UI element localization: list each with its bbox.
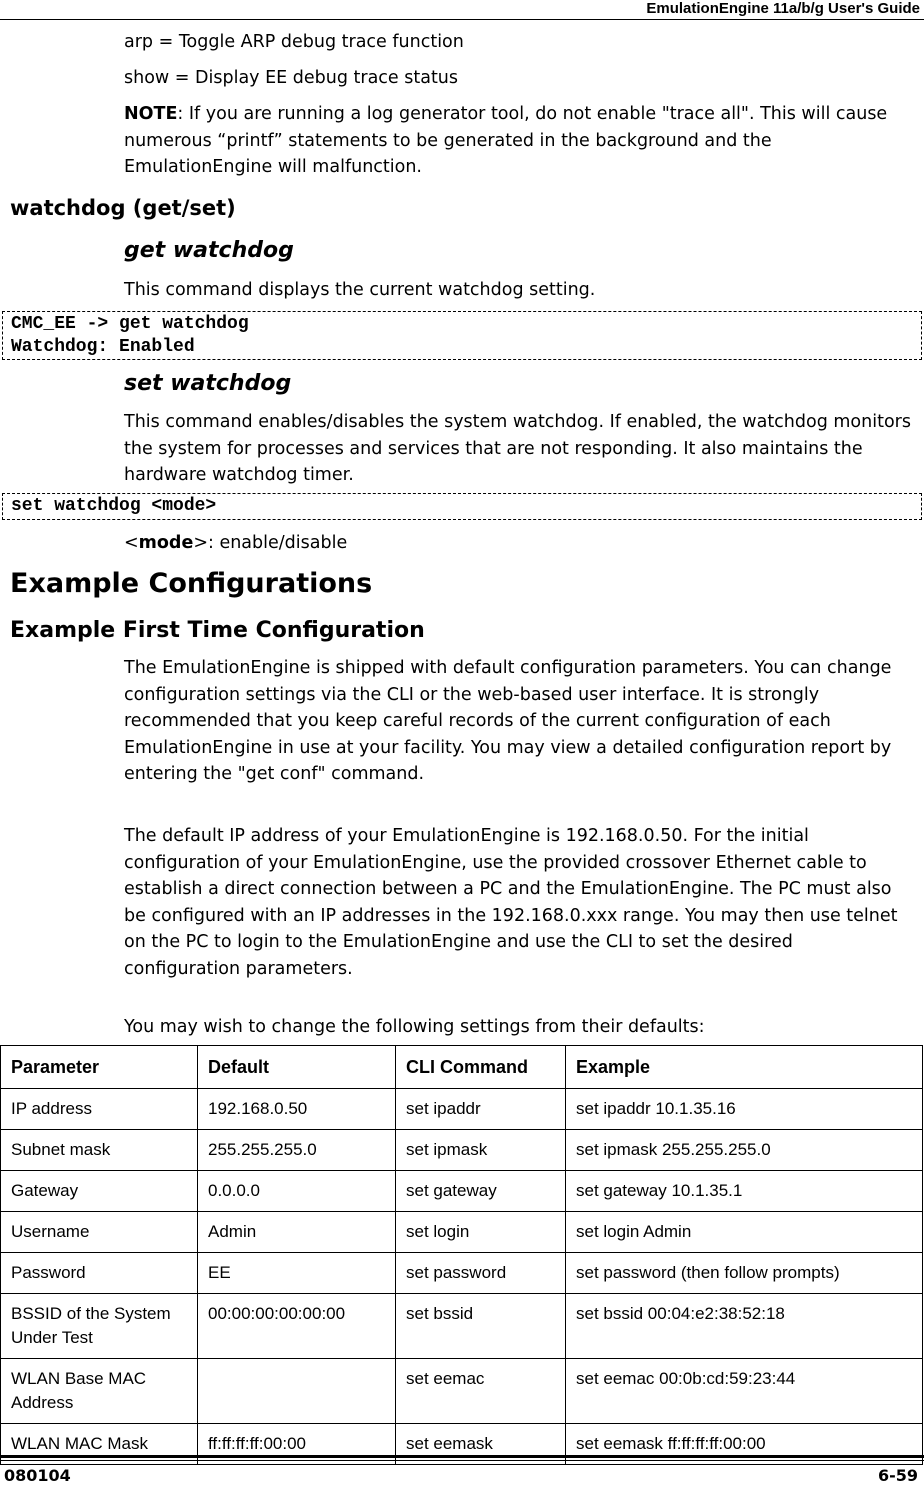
code-line: Watchdog: Enabled (11, 336, 195, 357)
table-cell: WLAN Base MAC Address (1, 1359, 198, 1424)
footer-rule-thin (0, 1460, 924, 1461)
table-cell: set ipmask 255.255.255.0 (566, 1130, 923, 1171)
table-cell: 255.255.255.0 (198, 1130, 396, 1171)
table-row (1, 1212, 923, 1253)
table-cell: 192.168.0.50 (198, 1089, 396, 1130)
table-row (1, 1359, 923, 1424)
table-cell: set gateway 10.1.35.1 (566, 1171, 923, 1212)
get-watchdog-heading: get watchdog (124, 238, 294, 263)
table-row (1, 1294, 923, 1359)
table-cell: IP address (1, 1089, 198, 1130)
table-cell: set eemac (396, 1359, 566, 1424)
table-cell: 00:00:00:00:00:00 (198, 1294, 396, 1359)
set-watchdog-desc: This command enables/disables the system watchdog. If enabled, the watchdog monitors the system for processes and services that are not responding. It also maintains the hardware watchdog timer. (124, 412, 911, 485)
column-header: Default (198, 1046, 396, 1089)
table-cell: set password (396, 1253, 566, 1294)
get-watchdog-desc: This command displays the current watchdog setting. (124, 280, 596, 300)
table-cell (198, 1359, 396, 1424)
table-cell: set ipaddr (396, 1089, 566, 1130)
example-configurations-heading: Example Configurations (10, 568, 373, 599)
table-cell: Password (1, 1253, 198, 1294)
config-paragraph-3: You may wish to change the following settings from their defaults: (124, 1017, 705, 1037)
table-cell: set eemask (396, 1424, 566, 1465)
table-cell: set ipaddr 10.1.35.16 (566, 1089, 923, 1130)
table-row (1, 1424, 923, 1465)
table-cell: set gateway (396, 1171, 566, 1212)
table-cell: set password (then follow prompts) (566, 1253, 923, 1294)
show-line: show = Display EE debug trace status (124, 68, 459, 88)
mode-text: >: enable/disable (193, 533, 348, 553)
config-paragraph-2: The default IP address of your EmulationEngine is 192.168.0.50. For the initial configuration of your EmulationEngine, use the provided crossover Ethernet cable to establish a direct connection between a PC and the EmulationEngine. The PC must also be configured with an IP addresses in the 192.168.0.xxx range. You may then use telnet on the PC to login to the EmulationEngine and use the CLI to set the desired configuration parameters. (124, 826, 898, 979)
table-cell: set bssid 00:04:e2:38:52:18 (566, 1294, 923, 1359)
table-cell: BSSID of the System Under Test (1, 1294, 198, 1359)
mode-description (124, 530, 914, 557)
table-cell: 0.0.0.0 (198, 1171, 396, 1212)
set-watchdog-code: set watchdog <mode> (2, 493, 922, 520)
table-cell: EE (198, 1253, 396, 1294)
table-cell: set ipmask (396, 1130, 566, 1171)
table-header-row (1, 1046, 923, 1089)
table-cell: set login (396, 1212, 566, 1253)
mode-open: < (124, 533, 139, 553)
code-line: CMC_EE -> get watchdog (11, 314, 249, 334)
note-label: NOTE (124, 104, 178, 124)
first-time-config-heading: Example First Time Configuration (10, 618, 425, 643)
note-paragraph (124, 101, 914, 181)
table-cell: ff:ff:ff:ff:00:00 (198, 1424, 396, 1465)
mode-label: mode (138, 533, 194, 553)
table-cell: set login Admin (566, 1212, 923, 1253)
column-header: CLI Command (396, 1046, 566, 1089)
watchdog-heading: watchdog (get/set) (10, 196, 236, 220)
table-cell: Gateway (1, 1171, 198, 1212)
header-rule (0, 19, 924, 20)
arp-line: arp = Toggle ARP debug trace function (124, 32, 464, 52)
get-watchdog-code (2, 311, 922, 360)
table-cell: Admin (198, 1212, 396, 1253)
settings-table (0, 1045, 923, 1465)
page-number: 6-59 (877, 1466, 918, 1485)
table-cell: set eemac 00:0b:cd:59:23:44 (566, 1359, 923, 1424)
table-row (1, 1253, 923, 1294)
table-cell: Username (1, 1212, 198, 1253)
column-header: Example (566, 1046, 923, 1089)
table-cell: WLAN MAC Mask (1, 1424, 198, 1465)
config-paragraph-1: The EmulationEngine is shipped with default configuration parameters. You can change configuration settings via the CLI or the web-based user interface. It is strongly recommended that you keep careful records of the current configuration of each EmulationEngine in use at your facility. You may view a detailed configuration report by entering the "get conf" command. (124, 658, 892, 784)
running-header: EmulationEngine 11a/b/g User's Guide (646, 0, 920, 17)
table-cell: Subnet mask (1, 1130, 198, 1171)
table-row (1, 1171, 923, 1212)
table-cell: set bssid (396, 1294, 566, 1359)
table-cell: set eemask ff:ff:ff:ff:00:00 (566, 1424, 923, 1465)
set-watchdog-heading: set watchdog (124, 371, 292, 396)
footer-rule (0, 1455, 924, 1458)
column-header: Parameter (1, 1046, 198, 1089)
table-row (1, 1089, 923, 1130)
footer-date: 080104 (4, 1466, 71, 1485)
note-text: : If you are running a log generator tool, do not enable "trace all". This will cause numerous “printf” statements to be generated in the background and the EmulationEngine will malfunction. (124, 104, 888, 177)
table-row (1, 1130, 923, 1171)
